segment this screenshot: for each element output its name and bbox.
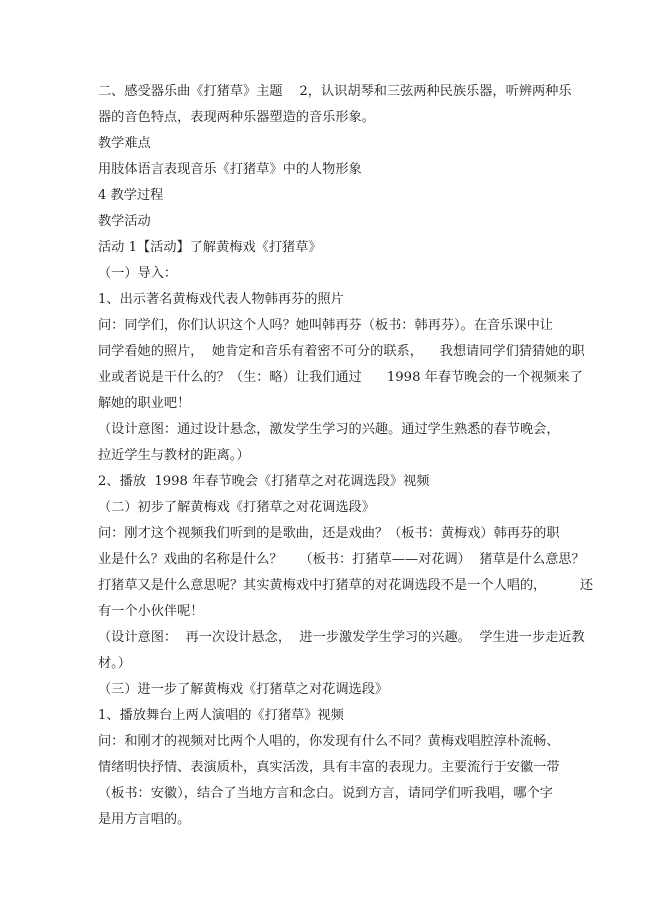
text-line: 有一个小伙伴呢！ bbox=[98, 604, 204, 619]
text-line: 问：和刚才的视频对比两个人唱的，你发现有什么不同？黄梅戏唱腔淳朴流畅、 bbox=[98, 734, 560, 749]
subsection-heading: （三）进一步了解黄梅戏《打猪草之对花调选段》 bbox=[98, 682, 389, 697]
text-line: 问：同学们，你们认识这个人吗？她叫韩再芬（板书：韩再芬）。在音乐课中让 bbox=[98, 318, 553, 333]
text-line: 二、感受器乐曲《打猪草》主题 2，认识胡琴和三弦两种民族乐器，听辨两种乐 bbox=[98, 84, 572, 99]
subsection-heading: （二）初步了解黄梅戏《打猪草之对花调选段》 bbox=[98, 500, 375, 515]
text-line: 2、播放 1998 年春节晚会《打猪草之对花调选段》视频 bbox=[98, 474, 430, 489]
activity-heading: 活动 1【活动】了解黄梅戏《打猪草》 bbox=[98, 240, 322, 255]
section-heading: 4 教学过程 bbox=[98, 188, 164, 203]
text-line: （设计意图：通过设计悬念，激发学生学习的兴趣。通过学生熟悉的春节晚会， bbox=[98, 422, 560, 437]
text-line: 情绪明快抒情、表演质朴，真实活泼，具有丰富的表现力。主要流行于安徽一带 bbox=[98, 760, 560, 775]
section-heading: 教学活动 bbox=[98, 214, 151, 229]
text-line: 1、出示著名黄梅戏代表人物韩再芬的照片 bbox=[98, 292, 344, 307]
text-line: 拉近学生与教材的距离。） bbox=[98, 448, 250, 463]
text-line: （板书：安徽），结合了当地方言和念白。说到方言，请同学们听我唱，哪个字 bbox=[98, 786, 553, 801]
text-line: 同学看她的照片， 她肯定和音乐有着密不可分的联系， 我想请同学们猜猜她的职 bbox=[98, 344, 585, 359]
text-line: 问：刚才这个视频我们听到的是歌曲，还是戏曲？（板书：黄梅戏）韩再芬的职 bbox=[98, 526, 560, 541]
text-line: 解她的职业吧！ bbox=[98, 396, 191, 411]
text-line: 业或者说是干什么的？（生：略）让我们通过 1998 年春节晚会的一个视频来了 bbox=[98, 370, 583, 385]
text-line: 器的音色特点，表现两种乐器塑造的音乐形象。 bbox=[98, 110, 375, 125]
text-line: 业是什么？戏曲的名称是什么？ （板书：打猪草——对花调） 猪草是什么意思？ bbox=[98, 552, 585, 567]
section-heading: 教学难点 bbox=[98, 136, 151, 151]
subsection-heading: （一）导入： bbox=[98, 266, 178, 281]
text-line: 用肢体语言表现音乐《打猪草》中的人物形象 bbox=[98, 162, 362, 177]
text-line: 材。） bbox=[98, 656, 131, 671]
text-line: 1、播放舞台上两人演唱的《打猪草》视频 bbox=[98, 708, 344, 723]
text-line: 打猪草又是什么意思呢？其实黄梅戏中打猪草的对花调选段不是一个人唱的， 还 bbox=[98, 578, 594, 593]
text-line: 是用方言唱的。 bbox=[98, 812, 191, 827]
text-line: （设计意图： 再一次设计悬念， 进一步激发学生学习的兴趣。 学生进一步走近教 bbox=[98, 630, 585, 645]
